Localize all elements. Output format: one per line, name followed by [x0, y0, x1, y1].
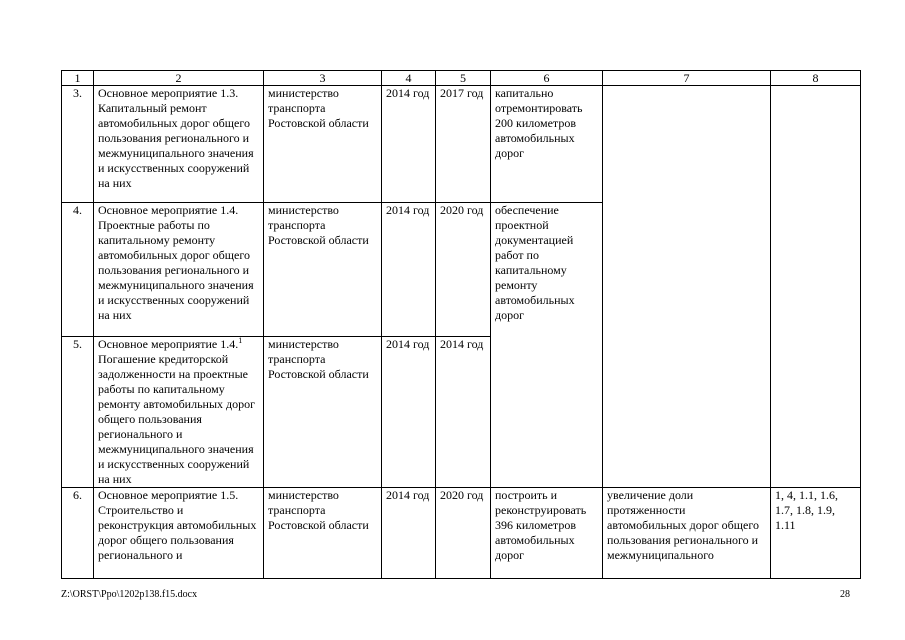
end-year-cell: 2014 год [436, 337, 491, 488]
start-year-cell: 2014 год [382, 86, 436, 203]
row-number: 6. [62, 488, 94, 579]
col-header-7: 7 [603, 71, 771, 86]
result-cell: капитально отремонтировать 200 километров автомобильных дорог [491, 86, 603, 203]
measure-cell: Основное мероприятие 1.3. Капитальный ремонт автомобильных дорог общего пользования регионального и межмуниципального значения и искусственных сооружений на них [94, 86, 264, 203]
executor-cell: министерство транспорта Ростовской области [264, 203, 382, 337]
measure-body: Погашение кредиторской задолженности на проектные работы по капитальному ремонту автомобильных дорог общего пользования регионального и межмуниципального значения и искусственных сооружений на них [98, 352, 256, 486]
row-number: 4. [62, 203, 94, 337]
col-header-3: 3 [264, 71, 382, 86]
table-row [62, 488, 861, 579]
row-number: 5. [62, 337, 94, 488]
measures-table [61, 70, 861, 579]
end-year-cell: 2020 год [436, 488, 491, 579]
measure-cell: Основное мероприятие 1.4. Проектные работы по капитальному ремонту автомобильных дорог общего пользования регионального и межмуниципального значения и искусственных сооружений на них [94, 203, 264, 337]
measure-title: Основное мероприятие 1.4. [98, 337, 239, 351]
col-header-1: 1 [62, 71, 94, 86]
file-path: Z:\ORST\Ppo\1202p138.f15.docx [61, 589, 198, 600]
measure-cell [94, 337, 264, 488]
col-header-8: 8 [771, 71, 861, 86]
consequence-cell: увеличение доли протяженности автомобильных дорог общего пользования регионального и межмуниципального [603, 488, 771, 579]
links-cell-empty [771, 86, 861, 488]
executor-cell: министерство транспорта Ростовской области [264, 86, 382, 203]
start-year-cell: 2014 год [382, 488, 436, 579]
result-cell: построить и реконструировать 396 километров автомобильных дорог [491, 488, 603, 579]
links-cell: 1, 4, 1.1, 1.6, 1.7, 1.8, 1.9, 1.11 [771, 488, 861, 579]
executor-cell: министерство транспорта Ростовской области [264, 488, 382, 579]
row-number: 3. [62, 86, 94, 203]
consequence-cell-empty [603, 86, 771, 488]
col-header-6: 6 [491, 71, 603, 86]
page-number: 28 [840, 589, 850, 600]
end-year-cell: 2017 год [436, 86, 491, 203]
measure-cell: Основное мероприятие 1.5. Строительство и реконструкция автомобильных дорог общего пользования регионального и [94, 488, 264, 579]
start-year-cell: 2014 год [382, 337, 436, 488]
end-year-cell: 2020 год [436, 203, 491, 337]
executor-cell: министерство транспорта Ростовской области [264, 337, 382, 488]
col-header-5: 5 [436, 71, 491, 86]
footnote-marker: 1 [238, 336, 243, 345]
col-header-2: 2 [94, 71, 264, 86]
col-header-4: 4 [382, 71, 436, 86]
column-number-header-row [62, 71, 861, 86]
result-cell: обеспечение проектной документацией работ по капитальному ремонту автомобильных дорог [491, 203, 603, 488]
start-year-cell: 2014 год [382, 203, 436, 337]
table-row [62, 86, 861, 203]
